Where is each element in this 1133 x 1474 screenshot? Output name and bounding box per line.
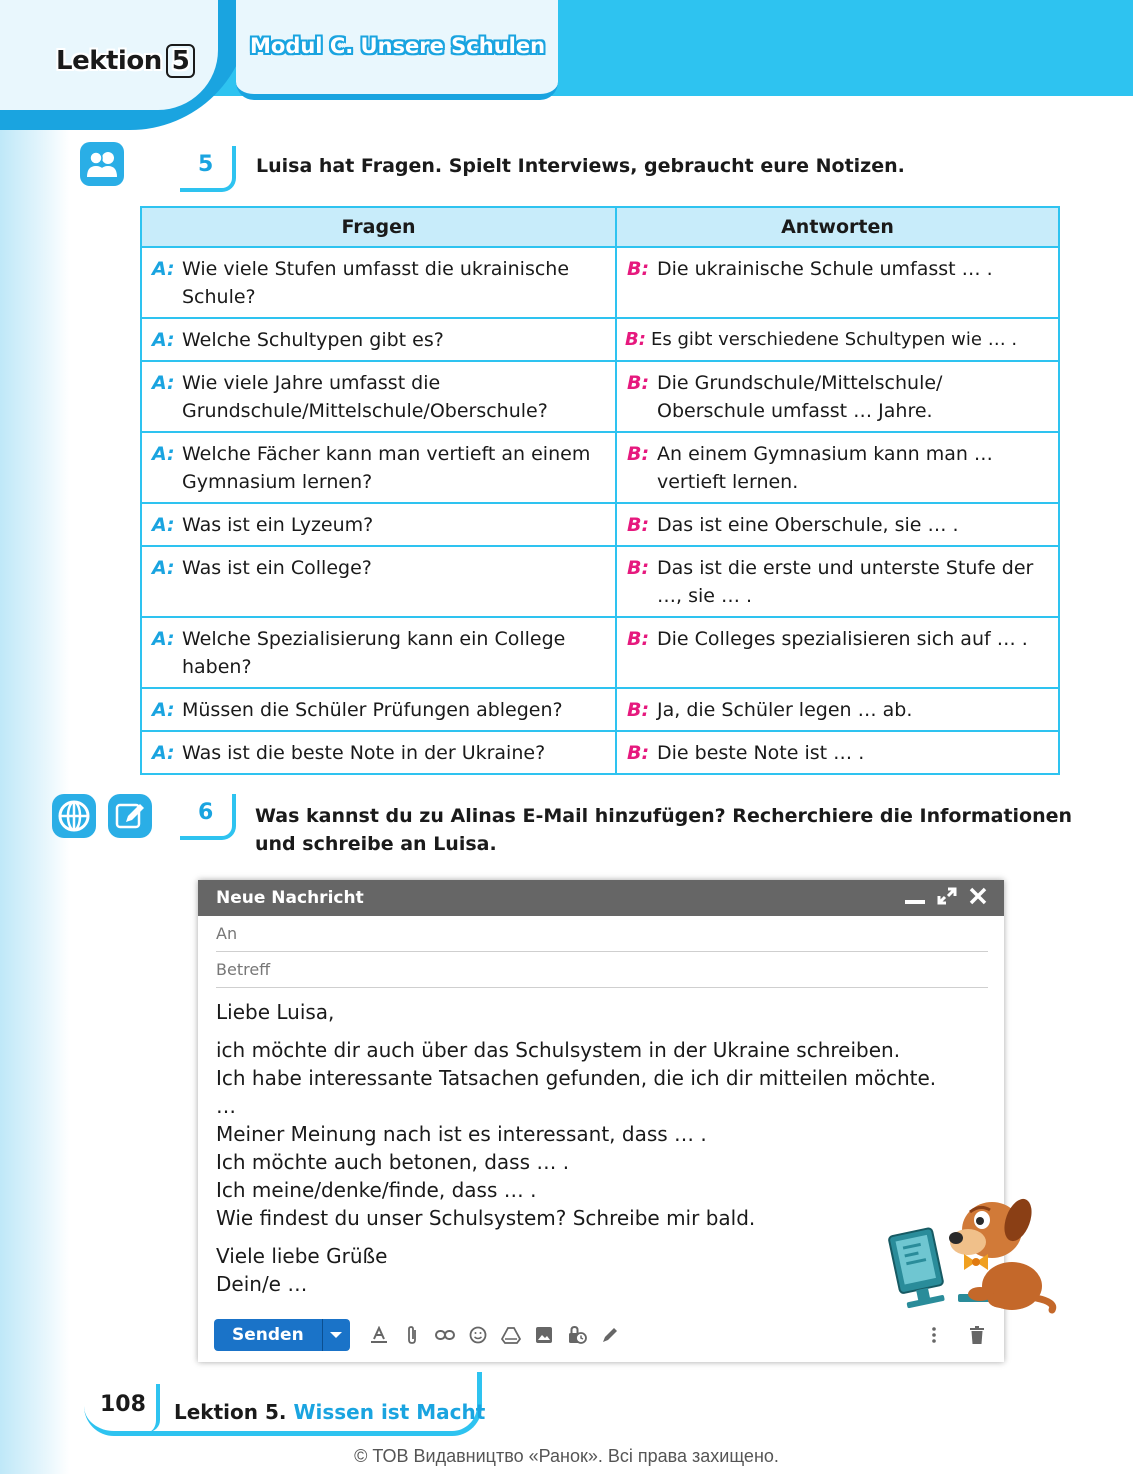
email-line: ich möchte dir auch über das Schulsystem in der Ukraine schreiben. xyxy=(216,1038,901,1062)
email-line: Ich möchte auch betonen, dass … . xyxy=(216,1150,570,1174)
answer-text: An einem Gymnasium kann man … vertieft lernen. xyxy=(657,443,993,493)
table-row xyxy=(141,503,1059,546)
signature-pen-icon[interactable] xyxy=(599,1324,621,1346)
lektion-label: Lektion xyxy=(56,46,162,76)
insert-link-icon[interactable] xyxy=(434,1324,456,1346)
email-greeting: Liebe Luisa, xyxy=(216,1000,335,1024)
answer-text: Ja, die Schüler legen … ab. xyxy=(657,699,913,721)
task-6-number: 6 xyxy=(198,800,214,825)
email-paragraph xyxy=(216,1036,988,1232)
col-header-antworten: Antworten xyxy=(616,207,1059,247)
question-text: Wie viele Stufen umfasst die ukrainische Schule? xyxy=(182,258,570,308)
email-line: Ich meine/denke/finde, dass … . xyxy=(216,1178,537,1202)
window-controls xyxy=(904,886,988,911)
answer-text: Die Grundschule/Mittelschule/ Oberschule umfasst … Jahre. xyxy=(657,372,943,422)
answer-text: Die beste Note ist … . xyxy=(657,742,865,764)
subject-placeholder: Betreff xyxy=(216,960,271,979)
label-b: B: xyxy=(627,742,650,764)
table-header-row xyxy=(141,207,1059,247)
lektion-number: 5 xyxy=(166,44,196,78)
label-b: B: xyxy=(625,329,646,350)
email-line: … xyxy=(216,1094,236,1118)
expand-icon[interactable] xyxy=(936,886,958,911)
label-b: B: xyxy=(627,557,650,579)
label-b: B: xyxy=(627,372,650,394)
question-text: Was ist die beste Note in der Ukraine? xyxy=(182,742,546,764)
lektion-badge xyxy=(56,44,195,78)
group-work-icon xyxy=(80,142,124,186)
question-text: Müssen die Schüler Prüfungen ablegen? xyxy=(182,699,563,721)
writing-pencil-icon xyxy=(108,794,152,838)
send-options-chevron-icon[interactable] xyxy=(322,1319,350,1351)
emoji-icon[interactable] xyxy=(467,1324,489,1346)
question-text: Welche Schultypen gibt es? xyxy=(182,329,444,351)
footer-lektion-name: Wissen ist Macht xyxy=(293,1400,486,1424)
insert-photo-icon[interactable] xyxy=(533,1324,555,1346)
label-b: B: xyxy=(627,699,650,721)
email-closing-line: Viele liebe Grüße xyxy=(216,1244,388,1268)
internet-research-icon xyxy=(52,794,96,838)
label-a: A: xyxy=(152,258,175,280)
label-a: A: xyxy=(152,514,175,536)
minimize-icon[interactable] xyxy=(904,886,926,911)
table-row xyxy=(141,361,1059,432)
email-window-title: Neue Nachricht xyxy=(216,888,364,908)
label-b: B: xyxy=(627,628,650,650)
drive-icon[interactable] xyxy=(500,1324,522,1346)
toolbar-right-group xyxy=(912,1324,988,1346)
answer-text: Das ist eine Oberschule, sie … . xyxy=(657,514,959,536)
footer-lektion-title xyxy=(174,1400,485,1424)
table-row xyxy=(141,432,1059,503)
more-options-icon[interactable] xyxy=(923,1324,945,1346)
label-a: A: xyxy=(152,699,175,721)
table-row xyxy=(141,617,1059,688)
dog-at-computer-illustration xyxy=(884,1190,1060,1316)
table-row xyxy=(141,247,1059,318)
left-margin-strip xyxy=(0,0,70,1474)
send-label: Senden xyxy=(232,1325,304,1345)
email-line: Ich habe interessante Tatsachen gefunden, die ich dir mitteilen möchte. xyxy=(216,1066,937,1090)
attach-file-icon[interactable] xyxy=(401,1324,423,1346)
answer-text: Die ukrainische Schule umfasst … . xyxy=(657,258,993,280)
answer-text: Es gibt verschiedene Schultypen wie … . xyxy=(651,329,1018,350)
table-row xyxy=(141,688,1059,731)
email-closing xyxy=(216,1242,988,1298)
task-6-instruction xyxy=(255,802,1072,858)
subject-field[interactable] xyxy=(216,952,988,988)
text-format-icon[interactable] xyxy=(368,1324,390,1346)
task-5-instruction: Luisa hat Fragen. Spielt Interviews, gebraucht eure Notizen. xyxy=(256,155,905,177)
task-6-instruction-line-2: und schreibe an Luisa. xyxy=(255,833,497,855)
question-text: Welche Spezialisierung kann ein College haben? xyxy=(182,628,566,678)
label-a: A: xyxy=(152,628,175,650)
question-text: Welche Fächer kann man vertieft an einem Gymnasium lernen? xyxy=(182,443,591,493)
question-text: Wie viele Jahre umfasst die Grundschule/Mittelschule/Oberschule? xyxy=(182,372,548,422)
answer-text: Die Colleges spezialisieren sich auf … . xyxy=(657,628,1028,650)
copyright-notice: © ТОВ Видавництво «Ранок». Всі права захищено. xyxy=(354,1446,779,1466)
table-row xyxy=(141,318,1059,361)
to-field[interactable] xyxy=(216,916,988,952)
footer-lektion-prefix: Lektion 5. xyxy=(174,1400,287,1424)
email-titlebar xyxy=(198,880,1004,916)
modul-title: Modul C. Unsere Schulen xyxy=(250,34,546,58)
table-row xyxy=(141,731,1059,774)
label-a: A: xyxy=(152,557,175,579)
question-text: Was ist ein College? xyxy=(182,557,372,579)
trash-icon[interactable] xyxy=(966,1324,988,1346)
questions-answers-table xyxy=(140,206,1060,775)
confidential-mode-icon[interactable] xyxy=(566,1324,588,1346)
label-a: A: xyxy=(152,742,175,764)
label-b: B: xyxy=(627,258,650,280)
label-b: B: xyxy=(627,514,650,536)
email-line: Wie findest du unser Schulsystem? Schreibe mir bald. xyxy=(216,1206,756,1230)
label-a: A: xyxy=(152,443,175,465)
to-placeholder: An xyxy=(216,924,238,943)
close-icon[interactable] xyxy=(968,886,988,911)
label-a: A: xyxy=(152,329,175,351)
send-button[interactable] xyxy=(214,1319,350,1351)
task-5-number: 5 xyxy=(198,152,214,177)
email-signature: Dein/e … xyxy=(216,1272,308,1296)
task-6-instruction-line-1: Was kannst du zu Alinas E-Mail hinzufügen? Recherchiere die Informationen xyxy=(255,805,1073,827)
email-body[interactable] xyxy=(216,998,988,1298)
compose-toolbar xyxy=(214,1318,988,1352)
col-header-fragen: Fragen xyxy=(141,207,616,247)
label-a: A: xyxy=(152,372,175,394)
answer-text: Das ist die erste und unterste Stufe der …, sie … . xyxy=(657,557,1034,607)
email-line: Meiner Meinung nach ist es interessant, dass … . xyxy=(216,1122,707,1146)
page-number-bracket xyxy=(146,1384,160,1432)
table-row xyxy=(141,546,1059,617)
label-b: B: xyxy=(627,443,650,465)
page-number: 108 xyxy=(100,1392,146,1417)
question-text: Was ist ein Lyzeum? xyxy=(182,514,374,536)
